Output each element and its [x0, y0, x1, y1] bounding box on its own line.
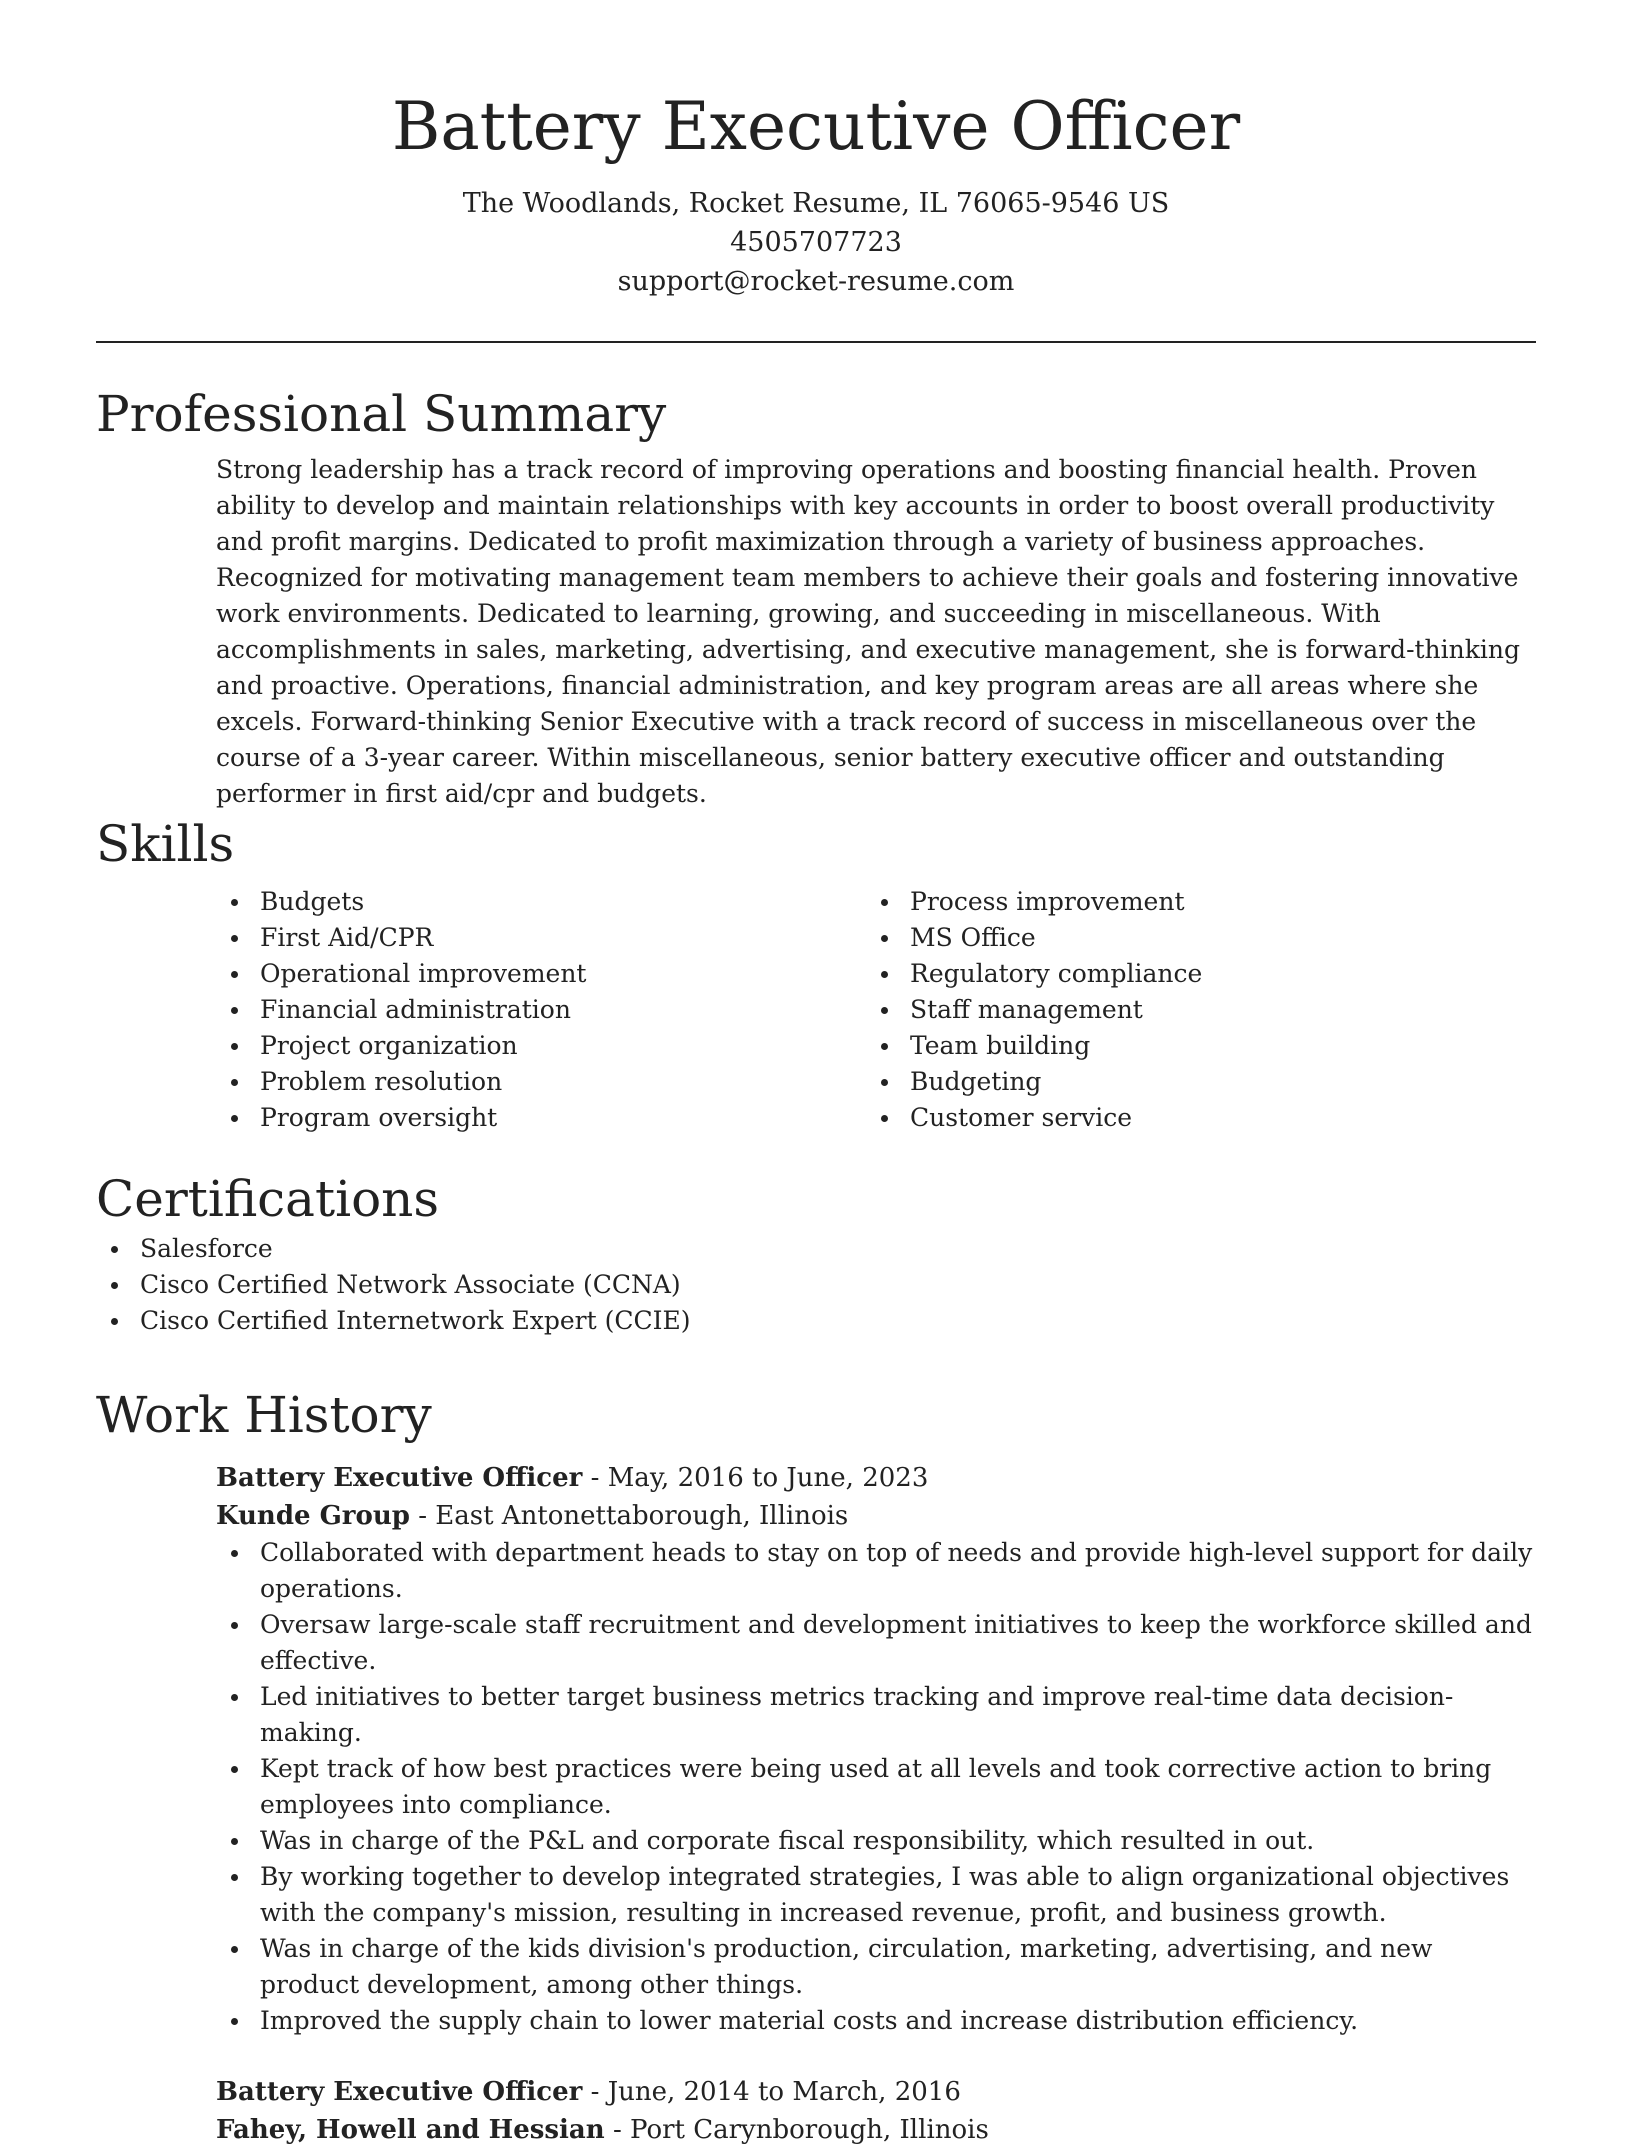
candidate-name: Battery Executive Officer [391, 88, 1241, 165]
skill-item: Operational improvement [216, 956, 866, 992]
resume-header [0, 0, 1632, 301]
job-responsibilities-list [216, 1535, 1536, 2039]
job-company: Fahey, Howell and Hessian [216, 2115, 605, 2145]
summary-text: Strong leadership has a track record of improving operations and boosting financial health. Proven ability to develop and maintain relationships with key accounts in order to boost overall productivity and profit margins. Dedicated to profit maximization through a variety of business approaches. Recognized for motivating management team members to achieve their goals and fostering innovative work environments. Dedicated to learning, growing, and succeeding in miscellaneous. With accomplishments in sales, marketing, advertising, and executive management, she is forward-thinking and proactive. Operations, financial administration, and key program areas are all areas where she excels. Forward-thinking Senior Executive with a track record of success in miscellaneous over the course of a 3-year career. Within miscellaneous, senior battery executive officer and outstanding performer in first aid/cpr and budgets. [216, 455, 1521, 808]
job-company-line [216, 1497, 1536, 1535]
skill-item: Problem resolution [216, 1064, 866, 1100]
skill-item: Regulatory compliance [866, 956, 1516, 992]
certification-item: Salesforce [96, 1231, 1536, 1267]
skill-item: Project organization [216, 1028, 866, 1064]
header-divider [96, 341, 1536, 343]
certification-item: Cisco Certified Network Associate (CCNA) [96, 1267, 1536, 1303]
job-role: Battery Executive Officer [216, 2077, 583, 2107]
skill-item: Financial administration [216, 992, 866, 1028]
skill-item: Program oversight [216, 1100, 866, 1136]
responsibility-item: Improved the supply chain to lower material costs and increase distribution efficiency. [216, 2003, 1536, 2039]
job-dates: - May, 2016 to June, 2023 [582, 1463, 929, 1493]
job-company: Kunde Group [216, 1501, 410, 1531]
responsibility-item: Was in charge of the P&L and corporate fiscal responsibility, which resulted in out. [216, 1823, 1536, 1859]
contact-phone: 4505707723 [730, 227, 902, 258]
work-history-section [96, 1383, 1536, 2149]
summary-section [96, 382, 1536, 812]
responsibility-item: Kept track of how best practices were being used at all levels and took corrective action to bring employees into compliance. [216, 1751, 1536, 1823]
certifications-title: Certifications [96, 1170, 440, 1228]
responsibility-item: Led initiatives to better target business metrics tracking and improve real-time data decision-making. [216, 1679, 1536, 1751]
certifications-section [96, 1167, 1536, 1339]
skill-item: First Aid/CPR [216, 920, 866, 956]
job-location: - Port Carynborough, Illinois [604, 2115, 989, 2145]
contact-info [0, 184, 1632, 301]
job-entry [216, 2073, 1536, 2149]
skill-item: Process improvement [866, 884, 1516, 920]
skills-left-list [216, 884, 866, 1136]
job-title-line [216, 2073, 1536, 2111]
contact-address: The Woodlands, Rocket Resume, IL 76065-9546 US [462, 188, 1170, 219]
skill-item: Team building [866, 1028, 1516, 1064]
job-company-line [216, 2111, 1536, 2149]
responsibility-item: Was in charge of the kids division's production, circulation, marketing, advertising, and new product development, among other things. [216, 1931, 1536, 2003]
job-dates: - June, 2014 to March, 2016 [582, 2077, 961, 2107]
certification-item: Cisco Certified Internetwork Expert (CCIE) [96, 1303, 1536, 1339]
job-role: Battery Executive Officer [216, 1463, 583, 1493]
contact-email: support@rocket-resume.com [617, 266, 1015, 297]
skill-item: MS Office [866, 920, 1516, 956]
job-title-line [216, 1459, 1536, 1497]
skill-item: Customer service [866, 1100, 1516, 1136]
skills-columns [216, 884, 1536, 1136]
skills-title: Skills [96, 815, 235, 873]
certifications-list [96, 1231, 1536, 1339]
summary-title: Professional Summary [96, 385, 667, 443]
skills-section [96, 812, 1536, 1136]
skill-item: Budgeting [866, 1064, 1516, 1100]
skills-right-list [866, 884, 1516, 1136]
skill-item: Budgets [216, 884, 866, 920]
work-history-title: Work History [96, 1386, 432, 1444]
job-location: - East Antonettaborough, Illinois [409, 1501, 849, 1531]
responsibility-item: Oversaw large-scale staff recruitment and development initiatives to keep the workforce skilled and effective. [216, 1607, 1536, 1679]
responsibility-item: Collaborated with department heads to stay on top of needs and provide high-level support for daily operations. [216, 1535, 1536, 1607]
job-entry [216, 1459, 1536, 1535]
responsibility-item: By working together to develop integrated strategies, I was able to align organizational objectives with the company's mission, resulting in increased revenue, profit, and business growth. [216, 1859, 1536, 1931]
skill-item: Staff management [866, 992, 1516, 1028]
